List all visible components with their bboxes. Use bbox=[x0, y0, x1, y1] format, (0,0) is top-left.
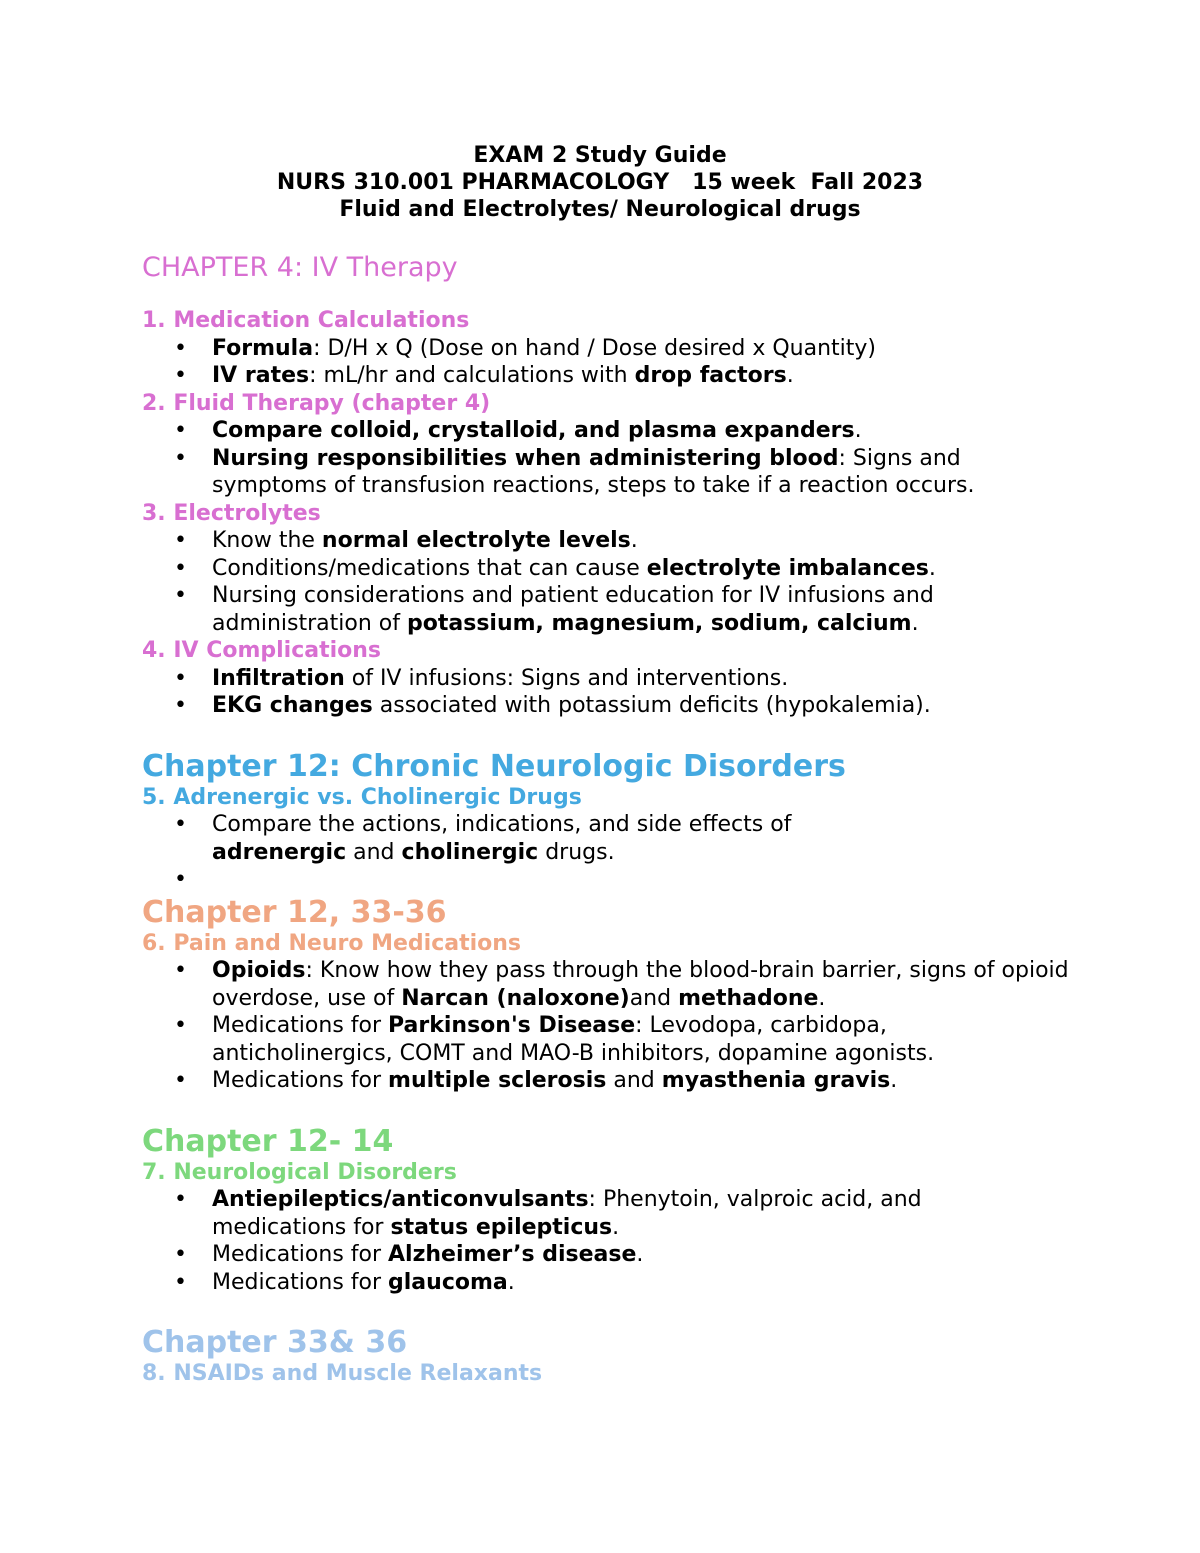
section-1-title: 1. Medication Calculations bbox=[142, 308, 470, 333]
title-line-3: Fluid and Electrolytes/ Neurological drugs bbox=[339, 197, 861, 222]
section-7-list bbox=[142, 1186, 1102, 1296]
chapter-33-36-heading: Chapter 33& 36 bbox=[142, 1325, 408, 1360]
study-guide-page bbox=[142, 140, 1102, 1388]
section-3-title: 3. Electrolytes bbox=[142, 500, 321, 526]
list-item: • Compare the actions, indications, and side effects of adrenergic and cholinergic drugs. bbox=[212, 811, 812, 866]
chapter-12-14-heading: Chapter 12- 14 bbox=[142, 1123, 394, 1159]
chapter-4-heading: CHAPTER 4: IV Therapy bbox=[142, 252, 458, 283]
section-6-title: 6. Pain and Neuro Medications bbox=[142, 930, 522, 956]
list-item: • IV rates: mL/hr and calculations with drop factors. bbox=[212, 362, 1102, 390]
section-6-list bbox=[142, 957, 1102, 1095]
chapter-12-heading: Chapter 12: Chronic Neurologic Disorders bbox=[142, 748, 846, 784]
list-item: • Nursing responsibilities when administering blood: Signs and symptoms of transfusion reactions, steps to take if a reaction occurs. bbox=[212, 445, 1052, 500]
list-item: • Antiepileptics/anticonvulsants: Phenytoin, valproic acid, and medications for status epilepticus. bbox=[212, 1186, 1002, 1241]
list-item: • Compare colloid, crystalloid, and plasma expanders. bbox=[212, 417, 1102, 445]
title-line-2: NURS 310.001 PHARMACOLOGY 15 week Fall 2023 bbox=[276, 170, 924, 195]
list-item-empty bbox=[212, 866, 1102, 894]
list-item: • Medications for Alzheimer’s disease. bbox=[212, 1241, 1102, 1269]
title-line-1: EXAM 2 Study Guide bbox=[473, 143, 727, 168]
section-4-list bbox=[142, 665, 1102, 720]
list-item: • Formula: D/H x Q (Dose on hand / Dose desired x Quantity) bbox=[212, 335, 1102, 363]
list-item: • Infiltration of IV infusions: Signs and interventions. bbox=[212, 665, 1102, 693]
section-8-title: 8. NSAIDs and Muscle Relaxants bbox=[142, 1361, 543, 1386]
document-title bbox=[142, 142, 1058, 223]
section-2-title: 2. Fluid Therapy (chapter 4) bbox=[142, 390, 491, 416]
section-3-list bbox=[142, 527, 1102, 637]
list-item: • Medications for Parkinson's Disease: Levodopa, carbidopa, anticholinergics, COMT and MAO-B inhibitors, dopamine agonists. bbox=[212, 1012, 1012, 1067]
chapter-12-33-heading: Chapter 12, 33-36 bbox=[142, 894, 447, 930]
list-item: • Opioids: Know how they pass through the blood-brain barrier, signs of opioid overdose, use of Narcan (naloxone)and methadone. bbox=[212, 957, 1072, 1012]
section-5-title: 5. Adrenergic vs. Cholinergic Drugs bbox=[142, 784, 582, 810]
list-item: • Nursing considerations and patient education for IV infusions and administration of potassium, magnesium, sodium, calcium. bbox=[212, 582, 1012, 637]
section-7-title: 7. Neurological Disorders bbox=[142, 1159, 457, 1185]
list-item: • EKG changes associated with potassium deficits (hypokalemia). bbox=[212, 692, 1102, 720]
list-item: • Medications for glaucoma. bbox=[212, 1269, 1102, 1297]
section-1-list bbox=[142, 335, 1102, 390]
list-item: • Know the normal electrolyte levels. bbox=[212, 527, 1102, 555]
section-2-list bbox=[142, 417, 1102, 500]
section-4-title: 4. IV Complications bbox=[142, 638, 382, 663]
section-5-list bbox=[142, 811, 1102, 894]
list-item: • Medications for multiple sclerosis and myasthenia gravis. bbox=[212, 1067, 1102, 1095]
list-item: • Conditions/medications that can cause electrolyte imbalances. bbox=[212, 555, 1102, 583]
